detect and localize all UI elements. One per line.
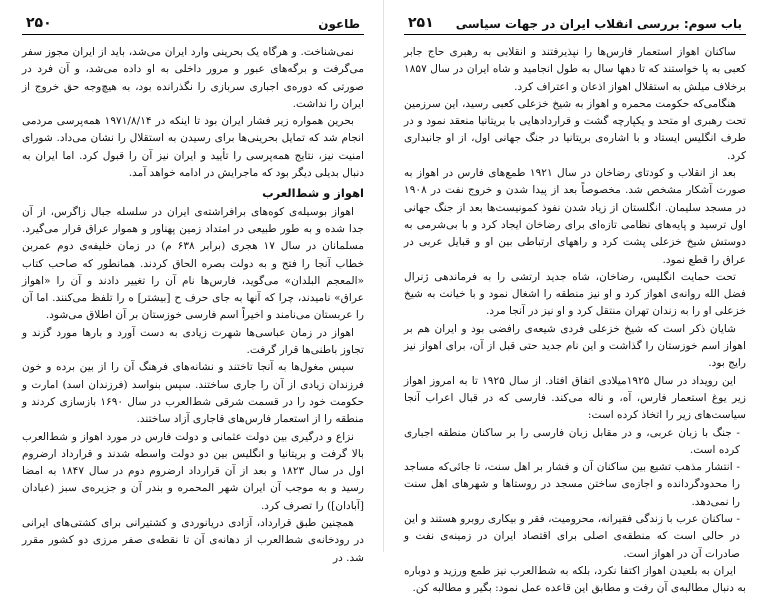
right-page-header	[404, 14, 746, 35]
right-page	[384, 0, 768, 595]
paragraph: هنگامی‌که حکومت محمره و اهواز به شیخ خزعلی کعبی رسید، این سرزمین تحت رهبری او متحد و یکپارچه گشت و قراردادهایی با بریتانیا منعقد نمود و در طرف انگلیس ایستاد و با اشاره‌ی بریتانیا در جنگ جهانی اول، از او جانبداری کرد.	[404, 97, 746, 162]
left-page	[0, 0, 384, 564]
right-page-body	[404, 44, 746, 598]
paragraph: ایران به بلعیدن اهواز اکتفا نکرد، بلکه به شط‌العرب نیز طمع ورزید و دوباره به دنبال مطالبه‌ی آن رفت و مطابق این قاعده عمل نمود: بگیر و مطالبه کن.	[404, 564, 746, 595]
left-page-number: ۲۵۰	[26, 15, 52, 31]
right-running-title: باب سوم: بررسی انقلاب ایران در جهات سیاسی	[455, 17, 742, 31]
left-running-title: طاعون	[318, 17, 360, 31]
paragraph: نزاع و درگیری بین دولت عثمانی و دولت فارس در مورد اهواز و شط‌العرب بالا گرفت و بریتانیا و انگلیس بین دو دولت واسطه شدند و قرارداد ارضروم اول در سال ۱۸۲۳ و بعد از آن قرارداد ارضروم دوم در سال ۱۸۴۷ به امضا رسید و به موجب آن ایران شهر المحمره و بندر آن و جزیره‌ی سبز (عبادان [آبادان]) را تصرف کرد.	[22, 430, 364, 512]
paragraph: اهواز بوسیله‌ی کوه‌های برافراشته‌ی ایران در سلسله جبال زاگرس، از آن جدا شده و به طور طبیعی در امتداد زمین پهناور و هموار عراق قرار می‌گیرد. مسلمانان در سال ۱۷ هجری (برابر ۶۳۸ م) در زمان خلیفه‌ی دوم عمربن خطاب آنجا را فتح و به دولت بصره الحاق کردند. همانطور که صاحب کتاب «المعجم البلدان» می‌گوید، فارس‌ها نام آن را تغییر دادند و آن را «اهواز عراق» نامیدند، چرا که آنها به جای حرف ح [بیشتر] ه را تلفظ می‌کنند. اما آن را عربستان می‌نامند و اخیراً اسم فارسی خوزستان بر آن اطلاق می‌شود.	[22, 205, 365, 322]
paragraph: اهواز در زمان عباسی‌ها شهرت زیادی به دست آورد و بارها مورد گزند و تجاوز باطنی‌ها قرار گرفت.	[22, 326, 364, 357]
list-item: - جنگ با زبان عربی، و در مقابل زبان فارسی را بر ساکنان منطقه اجباری کرده است.	[404, 426, 740, 456]
paragraph: تحت حمایت انگلیس، رضاخان، شاه جدید ارتشی را به فرماندهی ژنرال فضل الله روانه‌ی اهواز کرد و او نیز منطقه را اشغال نمود و با خیانت به شیخ خزعلی او را به زندان تهران منتقل کرد و او نیز در آنجا مرد.	[404, 270, 746, 318]
paragraph: بحرین همواره زیر فشار ایران بود تا اینکه در ۱۹۷۱/۸/۱۴ همه‌پرسی مردمی انجام شد که تمایل بحرینی‌ها برای رسیدن به استقلال را نشان می‌داد. شورای امنیت نیز، نتایج همه‌پرسی را تأیید و ایران نیز آن را قبول کرد. اما ایران به دنبال بدیلی دیگر بود که ماجرایش در ادامه خواهد آمد.	[22, 115, 364, 180]
left-page-header	[22, 14, 364, 35]
paragraph: سپس مغول‌ها به آنجا تاختند و نشانه‌های فرهنگ آن را از بین برده و خون فرزندان زیادی از آن را جاری ساختند. سپس بنواسد (فرزندان اسد) امارت و حکومت خود را در قسمت شرقی شط‌العرب در سال ۱۶۹۰ بازسازی کردند و منطقه را از استعمار فارس‌های قاجاری آزاد ساختند.	[22, 361, 364, 426]
right-page-number: ۲۵۱	[408, 15, 434, 31]
paragraph: همچنین طبق قرارداد، آزادی دریانوردی و کشتیرانی برای کشتی‌های ایرانی در رودخانه‌ی شط‌العرب از دهانه‌ی آن تا نقطه‌ی صفر مرزی دو کشور مقرر شد. در	[22, 517, 364, 564]
paragraph: شایان ذکر است که شیخ خزعلی فردی شیعه‌ی رافضی بود و ایران هم بر اهواز اسم خوزستان را گذاشت و این نام جدید حتی قبل از آن، برای اهواز نیز رایج بود.	[404, 322, 746, 370]
paragraph: این رویداد در سال ۱۹۲۵میلادی اتفاق افتاد. از سال ۱۹۲۵ تا به امروز اهواز زیر یوغ استعمار فارس، آه، و ناله می‌کند. فارسی که در قبال اعراب آنجا سیاست‌های زیر را اتخاذ کرده است:	[404, 374, 746, 422]
list-item: - ساکنان عرب با زندگی فقیرانه، محرومیت، فقر و بیکاری روبرو هستند و این در حالی است که منطقه‌ی اصلی برای اقتصاد ایران در زمینه‌ی نفت و صادرات آن در اهواز است.	[404, 513, 740, 560]
paragraph: ساکنان اهواز استعمار فارس‌ها را نپذیرفتند و انقلابی به رهبری حاج جابر کعبی به پا خواستند که تا دهها سال به طول انجامید و شاه ایران در سال ۱۸۵۷ برخلاف میلش به استقلال اهواز اذعان و اعتراف کرد.	[404, 46, 746, 93]
left-page-body	[22, 44, 364, 567]
paragraph: بعد از انقلاب و کودتای رضاخان در سال ۱۹۲۱ طمع‌های فارس در اهواز به صورت آشکار مشخص شد. مخصوصاً بعد از پیدا شدن و خروج نفت در ۱۹۰۸ در مسجد سلیمان. انگلستان از زیاد شدن نفوذ کمونیست‌ها بعد از جنگ جهانی اول ترسید و پایه‌های نظامی تازه‌ای برای رضاخان ایجاد کرد و با بی‌شرمی به دوستش شیخ خزعلی پشت کرد و راههای ارتباطی بین او و قبایل عربی در عراق را قطع نمود.	[404, 167, 746, 266]
list-item: - انتشار مذهب تشیع بین ساکنان آن و فشار بر اهل سنت، تا جائی‌که مساجد را محدودگردانده و اجازه‌ی ساختن مسجد در روستاها و شهرهای اهل سنت را نمی‌دهد.	[404, 461, 740, 508]
paragraph: نمی‌شناخت. و هرگاه یک بحرینی وارد ایران می‌شد، باید از ایران مجوز سفر می‌گرفت و برگه‌های عبور و مرور داخلی به او داده می‌شد، و آن فرد در صورتی که دوره‌ی اجباری سربازی را نگذرانده بود، به هیچ‌وجه حق خروج از ایران را نداشت.	[22, 46, 364, 110]
section-subheading: اهواز و شط‌العرب	[262, 186, 364, 201]
